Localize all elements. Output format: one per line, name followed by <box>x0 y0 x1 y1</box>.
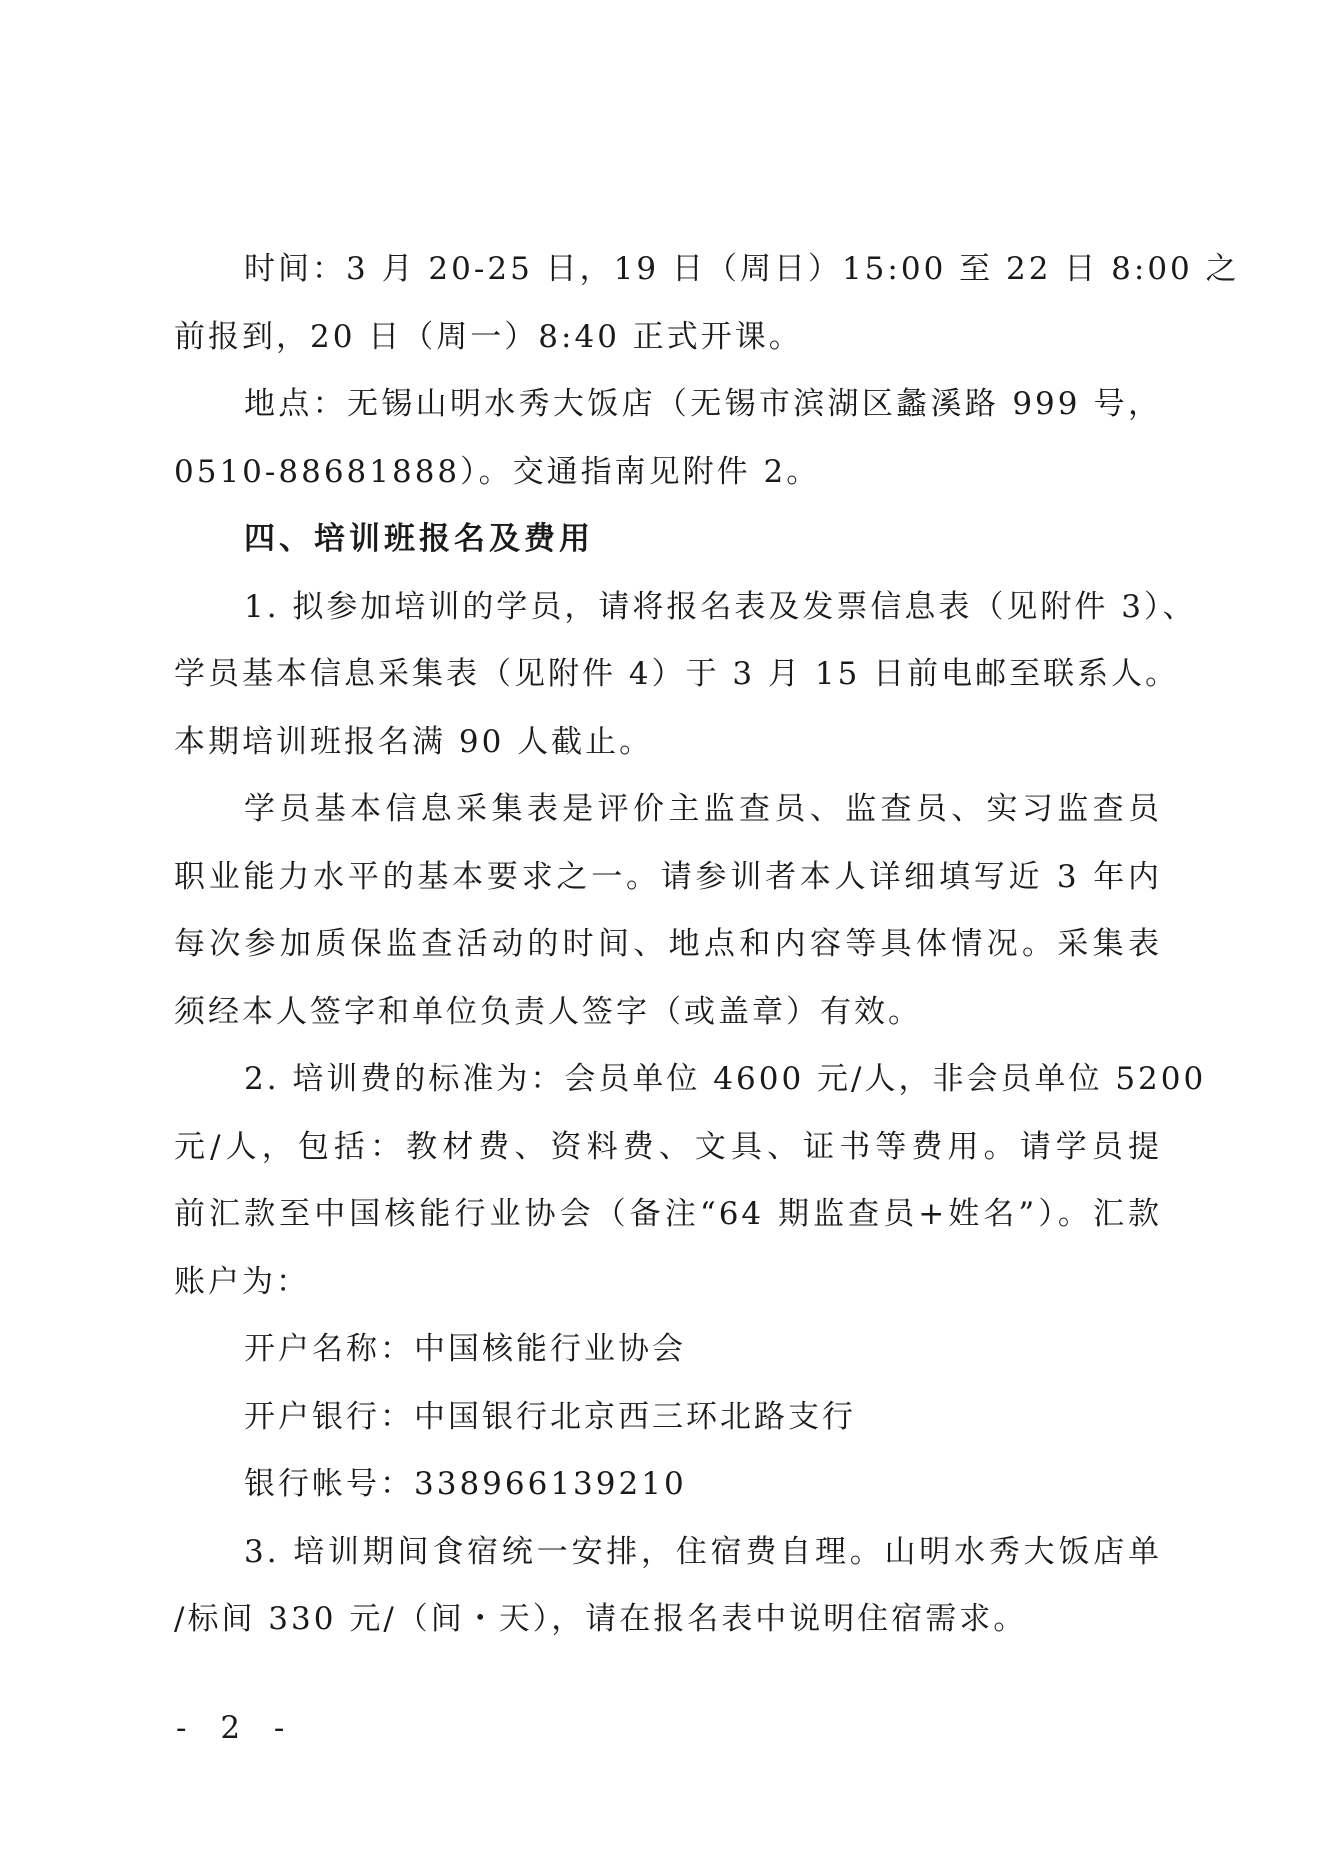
paragraph-3-line-1: 2. 培训费的标准为：会员单位 4600 元/人，非会员单位 5200 <box>244 1061 1207 1097</box>
account-bank-line: 开户银行：中国银行北京西三环北路支行 <box>244 1398 856 1435</box>
paragraph-4-line-2: /标间 330 元/（间・天），请在报名表中说明住宿需求。 <box>174 1601 1028 1637</box>
paragraph-1-line-1: 1. 拟参加培训的学员，请将报名表及发票信息表（见附件 3）、 <box>244 588 1197 625</box>
time-line-1: 时间：3 月 20-25 日，19 日（周日）15:00 至 22 日 8:00 之 <box>244 251 1240 287</box>
account-number-line: 银行帐号：338966139210 <box>244 1466 687 1502</box>
time-line-2: 前报到，20 日（周一）8:40 正式开课。 <box>174 318 803 355</box>
paragraph-2-line-2: 职业能力水平的基本要求之一。请参训者本人详细填写近 3 年内 <box>174 858 1162 895</box>
paragraph-4-line-1: 3. 培训期间食宿统一安排，住宿费自理。山明水秀大饭店单 <box>244 1533 1162 1570</box>
paragraph-2-line-1: 学员基本信息采集表是评价主监查员、监查员、实习监查员 <box>244 791 1162 827</box>
location-line-1: 地点：无锡山明水秀大饭店（无锡市滨湖区蠡溪路 999 号， <box>244 386 1162 422</box>
document-page <box>174 236 1240 1654</box>
account-name-line: 开户名称：中国核能行业协会 <box>244 1331 686 1367</box>
paragraph-3-line-4: 账户为： <box>174 1263 310 1300</box>
paragraph-3-line-2: 元/人，包括：教材费、资料费、文具、证书等费用。请学员提 <box>174 1128 1162 1165</box>
paragraph-1-line-3: 本期培训班报名满 90 人截止。 <box>174 723 654 760</box>
paragraph-3-line-3: 前汇款至中国核能行业协会（备注“64 期监查员+姓名”）。汇款 <box>174 1196 1162 1232</box>
page-number: - 2 - <box>176 1710 297 1746</box>
paragraph-1-line-2: 学员基本信息采集表（见附件 4）于 3 月 15 日前电邮至联系人。 <box>174 656 1180 692</box>
location-line-2: 0510-88681888）。交通指南见附件 2。 <box>174 453 821 490</box>
paragraph-2-line-4: 须经本人签字和单位负责人签字（或盖章）有效。 <box>174 993 922 1030</box>
section-heading: 四、培训班报名及费用 <box>244 521 594 557</box>
paragraph-2-line-3: 每次参加质保监查活动的时间、地点和内容等具体情况。采集表 <box>174 926 1162 962</box>
